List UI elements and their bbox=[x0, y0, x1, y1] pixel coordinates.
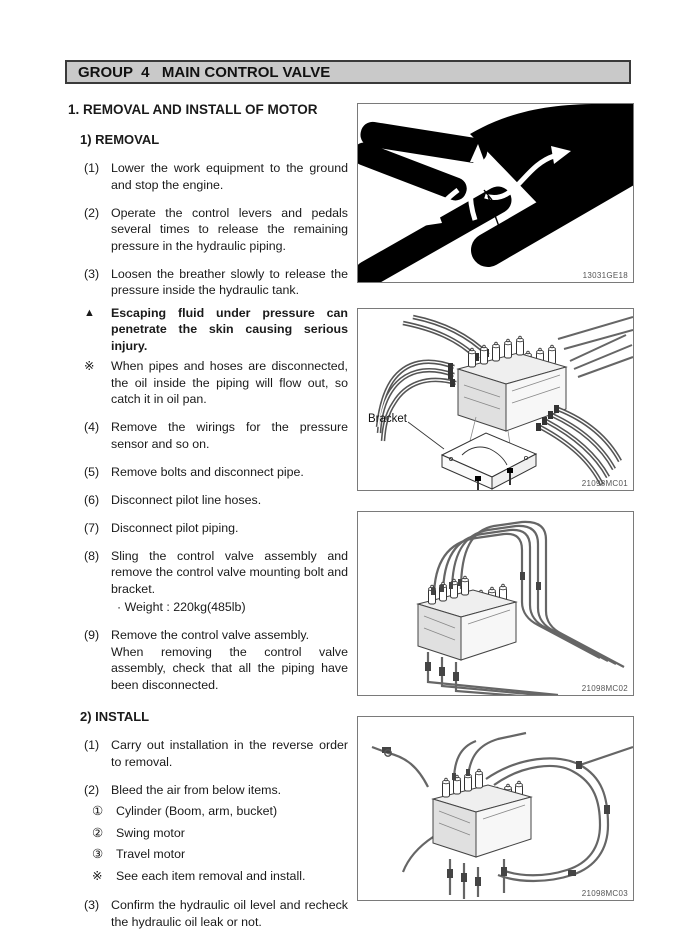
warning-pictogram-svg bbox=[358, 104, 633, 282]
step-number: (5) bbox=[84, 464, 100, 479]
removal-step-9 bbox=[68, 627, 348, 693]
step-text: Remove the wirings for the pressure sensor and so on. bbox=[111, 420, 348, 451]
item-text: Cylinder (Boom, arm, bucket) bbox=[116, 804, 278, 818]
removal-step-2 bbox=[68, 205, 348, 255]
section-title: 1. REMOVAL AND INSTALL OF MOTOR bbox=[68, 102, 318, 117]
step-text: Carry out installation in the reverse order to removal. bbox=[111, 738, 348, 769]
figure-caption: 13031GE18 bbox=[582, 271, 628, 280]
group-header bbox=[65, 60, 631, 84]
install-note-row bbox=[68, 868, 348, 885]
figure-caption: 21098MC03 bbox=[581, 889, 628, 898]
figure-caption: 21098MC02 bbox=[581, 684, 628, 693]
install-title: 2) INSTALL bbox=[80, 709, 150, 724]
weight-note: · Weight : 220kg(485lb) bbox=[117, 600, 246, 614]
valve-bracket-diagram-svg bbox=[358, 309, 633, 490]
step-text: Loosen the breather slowly to release the pressure inside the hydraulic tank. bbox=[111, 266, 348, 297]
reference-mark-icon: ※ bbox=[92, 868, 103, 883]
step-number: (2) bbox=[84, 782, 100, 797]
group-header-title: GROUP 4 MAIN CONTROL VALVE bbox=[78, 63, 331, 81]
step-continuation-text: When removing the control valve assembly, check that all the piping have been disconnected. bbox=[111, 644, 348, 692]
step-number: (3) bbox=[84, 266, 100, 281]
step-number: (2) bbox=[84, 205, 100, 220]
item-text: Travel motor bbox=[116, 847, 186, 861]
warning-row bbox=[68, 305, 348, 355]
lower-pipes bbox=[428, 652, 586, 695]
figure-column bbox=[357, 103, 634, 901]
pilot-piping-loop-diagram-svg bbox=[358, 717, 633, 900]
item-text: Swing motor bbox=[116, 825, 185, 840]
warning-icon: ▲ bbox=[84, 306, 95, 319]
pipes-upper-right bbox=[558, 317, 633, 377]
step-number: (6) bbox=[84, 492, 100, 507]
step-text: Disconnect pilot line hoses. bbox=[111, 492, 262, 507]
removal-step-3 bbox=[68, 266, 348, 299]
step-number: (9) bbox=[84, 628, 100, 642]
step-text: Disconnect pilot piping. bbox=[111, 520, 239, 535]
circled-number-icon: ③ bbox=[92, 847, 104, 861]
circled-number-icon: ② bbox=[92, 825, 104, 840]
figure-caption: 21098MC01 bbox=[581, 479, 628, 488]
figure-escaping-fluid-warning bbox=[357, 103, 634, 283]
step-text: Bleed the air from below items. bbox=[111, 782, 282, 797]
step-number: (7) bbox=[84, 520, 100, 535]
step-number: (1) bbox=[84, 738, 100, 752]
bracket-shape bbox=[442, 433, 536, 490]
removal-step-6 bbox=[68, 492, 348, 509]
install-step-1 bbox=[68, 737, 348, 770]
bleed-item-swing-motor bbox=[68, 825, 348, 842]
reference-mark-icon: ※ bbox=[84, 359, 95, 373]
text-column bbox=[68, 102, 348, 942]
bleed-item-travel-motor bbox=[68, 846, 348, 863]
install-step-2 bbox=[68, 782, 348, 799]
step-text: Lower the work equipment to the ground and stop the engine. bbox=[111, 161, 348, 192]
figure-control-valve-bracket bbox=[357, 308, 634, 491]
circled-number-icon: ① bbox=[92, 804, 104, 818]
removal-step-1 bbox=[68, 160, 348, 193]
removal-step-7 bbox=[68, 520, 348, 537]
removal-step-4 bbox=[68, 419, 348, 452]
step-number: (1) bbox=[84, 161, 100, 175]
figure-pilot-piping-2 bbox=[357, 716, 634, 901]
removal-title: 1) REMOVAL bbox=[80, 132, 160, 147]
valve-block bbox=[433, 769, 531, 857]
bracket-label: Bracket bbox=[368, 413, 407, 425]
step-text: Remove the control valve assembly. bbox=[111, 628, 310, 642]
step-text: Sling the control valve assembly and remove the control valve mounting bolt and bracket. bbox=[111, 548, 348, 596]
warning-text: Escaping fluid under pressure can penetrate the skin causing serious injury. bbox=[111, 305, 348, 353]
note-row bbox=[68, 358, 348, 408]
removal-step-8 bbox=[68, 548, 348, 616]
step-text: Confirm the hydraulic oil level and recheck the hydraulic oil leak or not. bbox=[111, 898, 348, 929]
install-step-3 bbox=[68, 897, 348, 930]
step-text: Remove bolts and disconnect pipe. bbox=[111, 464, 304, 479]
hoses-lower-right bbox=[536, 405, 620, 485]
step-number: (4) bbox=[84, 420, 100, 434]
bleed-item-cylinder bbox=[68, 803, 348, 820]
step-number: (8) bbox=[84, 548, 100, 563]
removal-step-5 bbox=[68, 464, 348, 481]
step-text: Operate the control levers and pedals several times to release the remaining pressure in the hydraulic piping. bbox=[111, 205, 348, 253]
figure-pilot-piping-1 bbox=[357, 511, 634, 696]
bracket-pointer-line bbox=[408, 422, 444, 449]
pilot-piping-diagram-svg bbox=[358, 512, 633, 695]
step-number: (3) bbox=[84, 898, 100, 912]
note-text: When pipes and hoses are disconnected, the oil inside the piping will flow out, so catch it in oil pan. bbox=[111, 359, 348, 406]
note-text: See each item removal and install. bbox=[116, 868, 306, 883]
